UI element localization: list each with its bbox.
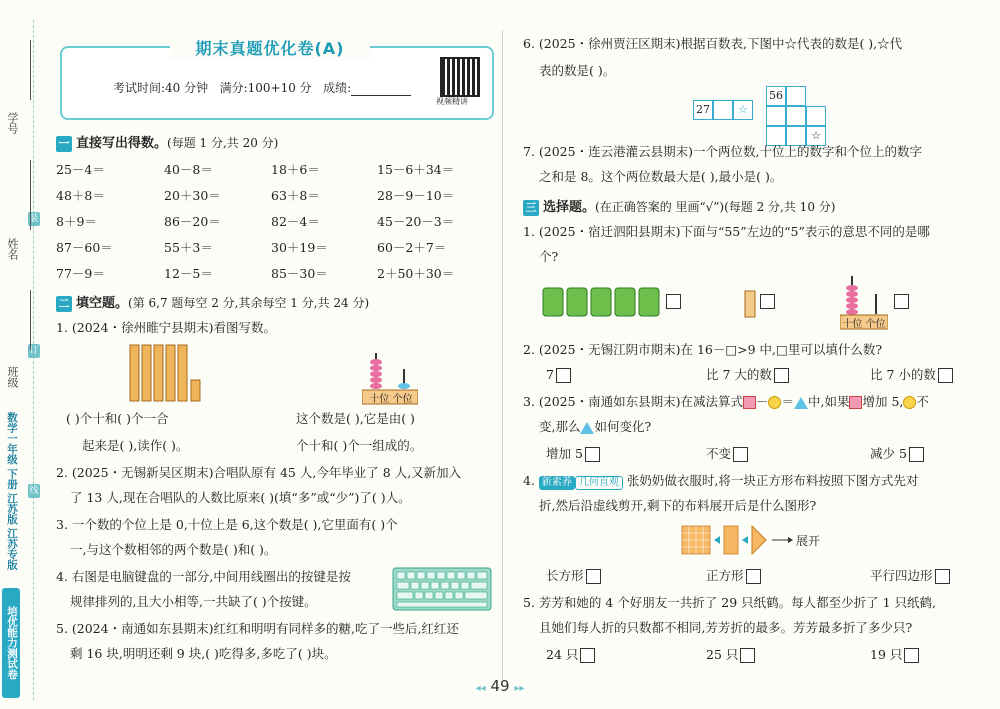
choice-box[interactable] xyxy=(774,368,789,383)
tag-geometry: 几何直观 xyxy=(575,476,623,490)
q3-5-opt-b xyxy=(706,641,755,668)
exam-meta xyxy=(113,79,411,96)
q3-4-number: 4. xyxy=(523,473,535,488)
hundred-cell: 27 xyxy=(693,100,713,120)
q2-1-stem: 1. (2024・徐州睢宁县期末)看图写数。 xyxy=(56,320,276,335)
q3-3-opt-c xyxy=(870,440,924,467)
section-title: 选择题。 xyxy=(543,200,596,215)
q2-3-line2: 一,与这个数相邻的两个数是( )和( )。 xyxy=(70,542,277,557)
exam-time: 考试时间:40 分钟 xyxy=(113,81,209,95)
calc-item: 60－2＋7＝ xyxy=(377,240,447,255)
q3-5-opt-a xyxy=(546,641,595,668)
q3-2-opt-b xyxy=(706,361,789,388)
qr-code-icon[interactable] xyxy=(440,57,480,97)
q2-6-line2: 表的数是( )。 xyxy=(539,63,616,78)
score-label: 成绩: xyxy=(323,81,352,95)
q3-5-line2: 且她们每人折的只数都不相同,芳芳折的最多。芳芳最多折了多少只? xyxy=(539,620,913,635)
q3-5-opt-c xyxy=(870,641,919,668)
student-id-label: 学号 xyxy=(6,112,19,134)
q3-3-line2 xyxy=(539,413,651,440)
q3-3-text: 中,如果 xyxy=(808,394,850,409)
cube-stack xyxy=(744,290,756,318)
hundred-cell xyxy=(766,106,786,126)
seal-mark: 装 xyxy=(29,214,39,224)
q3-3-text: 增加 5, xyxy=(862,394,904,409)
binding-margin xyxy=(0,0,48,709)
calc-item: 12－5＝ xyxy=(164,266,213,281)
calc-item: 20＋30＝ xyxy=(164,188,221,203)
q2-4-line2: 规律排列的,且大小相等,一共缺了( )个按键。 xyxy=(70,594,317,609)
q3-4-opt-b xyxy=(706,562,761,589)
option-text: 19 只 xyxy=(870,647,903,662)
hundred-cell xyxy=(786,106,806,126)
class-blank xyxy=(30,290,31,350)
calc-item: 28－9－10＝ xyxy=(377,188,455,203)
tag-new-literacy: 新素养 xyxy=(539,476,575,490)
calc-item: 40－8＝ xyxy=(164,162,213,177)
q3-3-text: 3. (2025・南通如东县期末)在减法算式 xyxy=(523,394,743,409)
calc-item: 87－60＝ xyxy=(56,240,113,255)
choice-box[interactable] xyxy=(760,294,775,309)
choice-box[interactable] xyxy=(938,368,953,383)
calc-item: 86－20＝ xyxy=(164,214,221,229)
class-label: 班级 xyxy=(6,366,19,388)
option-text: 长方形 xyxy=(546,568,584,583)
student-id-blank xyxy=(30,40,31,100)
q2-4-line1: 4. 右图是电脑键盘的一部分,中间用线圈出的按键是按 xyxy=(56,569,351,584)
option-text: 不变 xyxy=(706,446,732,461)
q3-2-stem: 2. (2025・无锡江阴市期末)在 16－□>9 中,□里可以填什么数? xyxy=(523,342,883,357)
name-label: 姓名 xyxy=(6,238,19,260)
blue-triangle-icon xyxy=(580,422,594,434)
section-note: (在正确答案的 里画“√”)(每题 2 分,共 10 分) xyxy=(595,200,836,214)
section-1-heading xyxy=(56,132,278,152)
calc-item: 18＋6＝ xyxy=(271,162,320,177)
calc-item: 77－9＝ xyxy=(56,266,105,281)
q2-1-right-line1: 这个数是( ),它是由( ) xyxy=(296,411,415,426)
page-divider xyxy=(502,30,503,680)
option-text: 减少 5 xyxy=(870,446,907,461)
section-note: (第 6,7 题每空 2 分,其余每空 1 分,共 24 分) xyxy=(128,296,370,310)
star-icon: ☆ xyxy=(806,126,826,146)
hundred-cell: 56 xyxy=(766,86,786,106)
choice-box[interactable] xyxy=(580,648,595,663)
qr-caption: 视频精讲 xyxy=(436,97,468,106)
q2-6-line1: 6. (2025・徐州贾汪区期末)根据百数表,下图中☆代表的数是( ),☆代 xyxy=(523,36,903,51)
q2-1-left-line1: ( )个十和( )个一合 xyxy=(66,411,169,426)
option-text: 7 xyxy=(546,367,554,382)
choice-box[interactable] xyxy=(904,648,919,663)
section-number: 二 xyxy=(56,296,72,312)
q3-3-text: 变,那么 xyxy=(539,419,581,434)
title-decoration xyxy=(375,46,445,48)
yellow-circle-icon xyxy=(903,396,916,409)
star-icon: ☆ xyxy=(733,100,753,120)
hundred-cell xyxy=(713,100,733,120)
unfold-label: 展开 xyxy=(796,534,821,548)
choice-box[interactable] xyxy=(740,648,755,663)
q3-4-line2: 折,然后沿虚线剪开,剩下的布料展开后是什么图形? xyxy=(539,498,817,513)
option-text: 增加 5 xyxy=(546,446,583,461)
option-text: 24 只 xyxy=(546,647,579,662)
section-title: 填空题。 xyxy=(76,296,129,311)
hundred-cell xyxy=(786,86,806,106)
section-number: 一 xyxy=(56,136,72,152)
section-2-heading xyxy=(56,292,369,312)
q2-2-line1: 2. (2025・无锡新吴区期末)合唱队原有 45 人,今年毕业了 8 人,又新加入 xyxy=(56,465,462,480)
option-text: 25 只 xyxy=(706,647,739,662)
choice-box[interactable] xyxy=(666,294,681,309)
q2-5-line2: 剩 16 块,明明还剩 9 块,( )吃得多,多吃了( )块。 xyxy=(70,646,337,661)
q3-4-line1 xyxy=(523,467,918,494)
q3-1-line1: 1. (2025・宿迁泗阳县期末)下面与“55”左边的“5”表示的意思不同的是哪 xyxy=(523,224,930,239)
section-3-heading xyxy=(523,196,835,216)
spine-brand: 培优能力测试卷 xyxy=(2,588,20,698)
q3-1-line2: 个? xyxy=(539,249,559,264)
right-arrows-icon: ▸▸ xyxy=(514,683,525,694)
pink-square-icon xyxy=(849,396,862,409)
yellow-circle-icon xyxy=(768,396,781,409)
calc-item: 55＋3＝ xyxy=(164,240,213,255)
spine-info: 数学一年级 下册 江苏版 江苏专版 xyxy=(6,411,18,570)
choice-box[interactable] xyxy=(909,447,924,462)
q2-5-line1: 5. (2024・南通如东县期末)红红和明明有同样多的糖,吃了一些后,红红还 xyxy=(56,621,459,636)
q2-7-line2: 之和是 8。这个两位数最大是( ),最小是( )。 xyxy=(539,169,783,184)
cut-line xyxy=(33,20,34,700)
choice-box[interactable] xyxy=(746,569,761,584)
choice-box[interactable] xyxy=(935,569,950,584)
option-text: 正方形 xyxy=(706,568,744,583)
calc-item: 30＋19＝ xyxy=(271,240,328,255)
calc-item: 63＋8＝ xyxy=(271,188,320,203)
page-number xyxy=(470,677,530,695)
seal-mark: 线 xyxy=(29,486,39,496)
left-arrows-icon: ◂◂ xyxy=(475,683,486,694)
keyboard-figure xyxy=(392,567,492,611)
spine xyxy=(2,398,20,698)
hundred-cell xyxy=(806,106,826,126)
choice-box[interactable] xyxy=(586,569,601,584)
q2-1-left-line2: 起来是( ),读作( )。 xyxy=(82,438,189,453)
exam-full-score: 满分:100+10 分 xyxy=(219,81,312,95)
q2-1-right-line2: 个十和( )个一组成的。 xyxy=(296,438,423,453)
q2-7-line1: 7. (2025・连云港灌云县期末)一个两位数,十位上的数字和个位上的数字 xyxy=(523,144,922,159)
calc-item: 45－20－3＝ xyxy=(377,214,455,229)
title-decoration xyxy=(95,46,165,48)
q3-3-text: 不 xyxy=(916,394,929,409)
q3-4-text: 张奶奶做衣服时,将一块正方形布料按照下图方式先对 xyxy=(626,473,919,488)
green-stick-bundles xyxy=(541,286,663,318)
choice-box[interactable] xyxy=(894,294,909,309)
seal-mark: 订 xyxy=(29,346,39,356)
section-title: 直接写出得数。 xyxy=(76,136,168,151)
choice-box[interactable] xyxy=(556,368,571,383)
exam-title: 期末真题优化卷(A) xyxy=(170,36,370,59)
q2-3-line1: 3. 一个数的个位上是 0,十位上是 6,这个数是( ),它里面有( )个 xyxy=(56,517,398,532)
score-blank[interactable] xyxy=(351,83,411,96)
calc-item: 2＋50＋30＝ xyxy=(377,266,455,281)
option-text: 平行四边形 xyxy=(870,568,933,583)
calc-item: 25－4＝ xyxy=(56,162,105,177)
choice-box[interactable] xyxy=(733,447,748,462)
q3-3-opt-b xyxy=(706,440,748,467)
option-text: 比 7 小的数 xyxy=(870,367,936,382)
choice-box[interactable] xyxy=(585,447,600,462)
q3-3-opt-a xyxy=(546,440,600,467)
q2-2-line2: 了 13 人,现在合唱队的人数比原来( )(填“多”或“少”)了( )人。 xyxy=(70,490,411,505)
pink-square-icon xyxy=(743,396,756,409)
calc-item: 48＋8＝ xyxy=(56,188,105,203)
calc-item: 82－4＝ xyxy=(271,214,320,229)
page-number-text: 49 xyxy=(490,677,510,695)
calc-item: 8＋9＝ xyxy=(56,214,97,229)
q3-4-opt-c xyxy=(870,562,950,589)
abacus-label: 十位 个位 xyxy=(842,319,886,330)
q3-3-text: 如何变化? xyxy=(594,419,652,434)
q3-2-opt-a xyxy=(546,361,571,388)
name-blank xyxy=(30,160,31,230)
blue-triangle-icon xyxy=(794,397,808,409)
q3-2-opt-c xyxy=(870,361,953,388)
calc-item: 15－6＋34＝ xyxy=(377,162,455,177)
option-text: 比 7 大的数 xyxy=(706,367,772,382)
q3-4-opt-a xyxy=(546,562,601,589)
abacus-label: 十位 个位 xyxy=(369,394,413,405)
q3-5-line1: 5. 芳芳和她的 4 个好朋友一共折了 29 只纸鹤。每人都至少折了 1 只纸鹤, xyxy=(523,595,937,610)
calc-item: 85－30＝ xyxy=(271,266,328,281)
q3-3-line1: 3. (2025・南通如东县期末)在减法算式 － ＝ 中,如果 增加 5, 不 xyxy=(523,394,929,409)
stick-bundles-figure xyxy=(128,343,208,403)
section-note: (每题 1 分,共 20 分) xyxy=(167,136,279,150)
section-number: 三 xyxy=(523,200,539,216)
